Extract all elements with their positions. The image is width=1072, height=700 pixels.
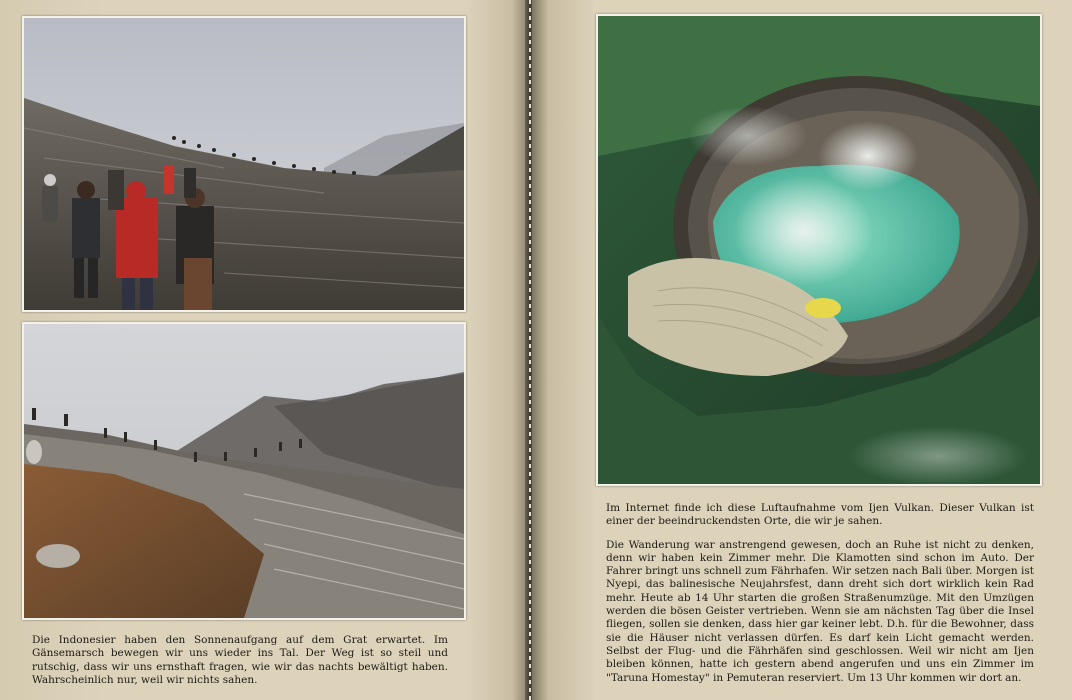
right-page [532,0,1072,700]
hikers-scene-illustration [24,18,464,310]
ridge-scene-illustration [24,324,464,618]
left-page [0,0,528,700]
right-caption [606,502,1034,695]
photo-ijen-crater-aerial [596,14,1042,486]
left-caption-text: Die Indonesier haben den Sonnenaufgang auf dem Grat erwartet. Im Gänsemarsch bewegen wir uns wieder ins Tal. Der Weg ist so steil und rutschig, dass wir uns ernsthaft fragen, wie wir das nachts bewältigt haben. Wahrscheinlich nur, weil wir nichts sahen. [32,634,448,686]
right-paragraph-2: Die Wanderung war anstrengend gewesen, doch an Ruhe ist nicht zu denken, denn wir haben kein Zimmer mehr. Die Klamotten sind schon im Auto. Der Fahrer bringt uns schnell zum Fährhafen. Wir setzen nach Bali über. Morgen ist Nyepi, das balinesische Neujahrsfest, dann dreht sich dort wirklich kein Rad mehr. Heute ab 14 Uhr starten die großen Straßenumzüge. Mit den Umzügen werden die bösen Geister vertrieben. Wenn sie am nächsten Tag über die Insel fliegen, sollen sie denken, dass hier gar keiner lebt. D.h. für die Bewohner, dass sie die Häuser nicht verlassen dürfen. Es darf kein Licht gemacht werden. Selbst der Flug- und die Fährhäfen sind geschlossen. Weil wir nicht am Ijen bleiben können, hatte ich gestern abend angerufen und uns ein Zimmer im "Taruna Homestay" in Pemuteran reserviert. Um 13 Uhr kommen wir dort an. [606,538,1034,684]
left-caption [32,634,448,697]
photo-crowd-hiking-ridge [22,16,466,312]
right-paragraph-1: Im Internet finde ich diese Luftaufnahme vom Ijen Vulkan. Dieser Vulkan ist einer der beeindruckendsten Orte, die wir je sahen. [606,502,1034,528]
crater-illustration [598,16,1040,484]
photo-ridge-descent [22,322,466,620]
